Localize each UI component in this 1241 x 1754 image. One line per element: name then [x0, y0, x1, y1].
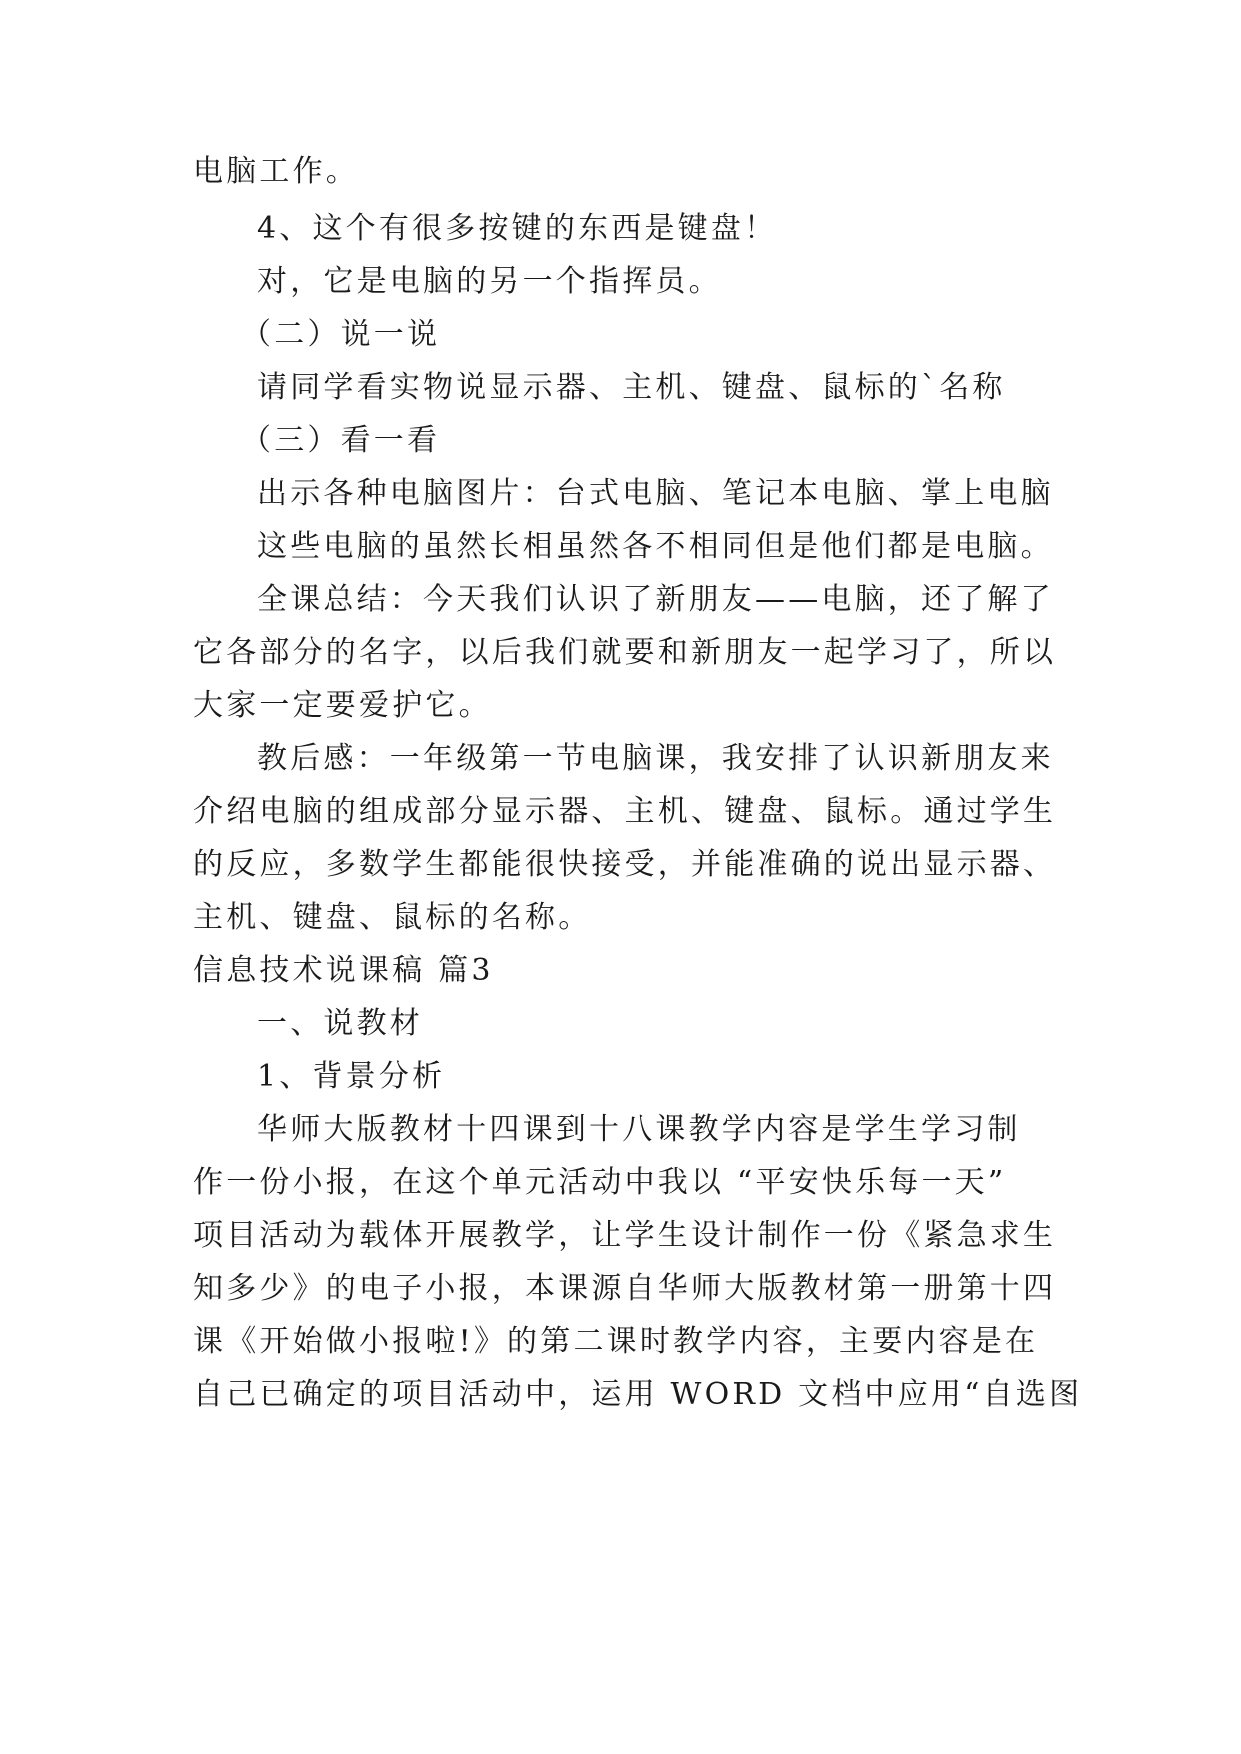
- section-heading: （二）说一说: [241, 317, 441, 352]
- text-line: 出示各种电脑图片：台式电脑、笔记本电脑、掌上电脑: [257, 476, 1054, 511]
- text-line: 它各部分的名字，以后我们就要和新朋友一起学习了，所以: [193, 635, 1057, 670]
- text-line: 请同学看实物说显示器、主机、键盘、鼠标的`名称: [257, 370, 1006, 405]
- section-heading: 1、背景分析: [257, 1059, 446, 1094]
- text-line: 华师大版教材十四课到十八课教学内容是学生学习制: [257, 1112, 1021, 1147]
- text-line: 大家一定要爱护它。: [193, 688, 492, 723]
- section-heading: （三）看一看: [241, 423, 441, 458]
- section-heading: 一、说教材: [257, 1006, 423, 1041]
- text-line: 教后感：一年级第一节电脑课，我安排了认识新朋友来: [257, 741, 1054, 776]
- text-line: 项目活动为载体开展教学，让学生设计制作一份《紧急求生: [193, 1218, 1057, 1253]
- text-line: 4、这个有很多按键的东西是键盘！: [257, 211, 778, 246]
- text-line: 作一份小报，在这个单元活动中我以 “平安快乐每一天”: [193, 1165, 1007, 1200]
- text-line: 对，它是电脑的另一个指挥员。: [257, 264, 722, 299]
- text-line: 知多少》的电子小报，本课源自华师大版教材第一册第十四: [193, 1271, 1057, 1306]
- text-line: 的反应，多数学生都能很快接受，并能准确的说出显示器、: [193, 847, 1057, 882]
- article-title: 信息技术说课稿 篇3: [193, 953, 494, 988]
- text-line: 这些电脑的虽然长相虽然各不相同但是他们都是电脑。: [257, 529, 1054, 564]
- text-line: 自己已确定的项目活动中，运用 WORD 文档中应用“自选图: [193, 1377, 1083, 1412]
- text-line: 电脑工作。: [193, 154, 359, 189]
- text-line: 全课总结：今天我们认识了新朋友——电脑，还了解了: [257, 582, 1054, 617]
- text-line: 主机、键盘、鼠标的名称。: [193, 900, 592, 935]
- text-line: 课《开始做小报啦!》的第二课时教学内容，主要内容是在: [193, 1324, 1039, 1359]
- text-line: 介绍电脑的组成部分显示器、主机、键盘、鼠标。通过学生: [193, 794, 1057, 829]
